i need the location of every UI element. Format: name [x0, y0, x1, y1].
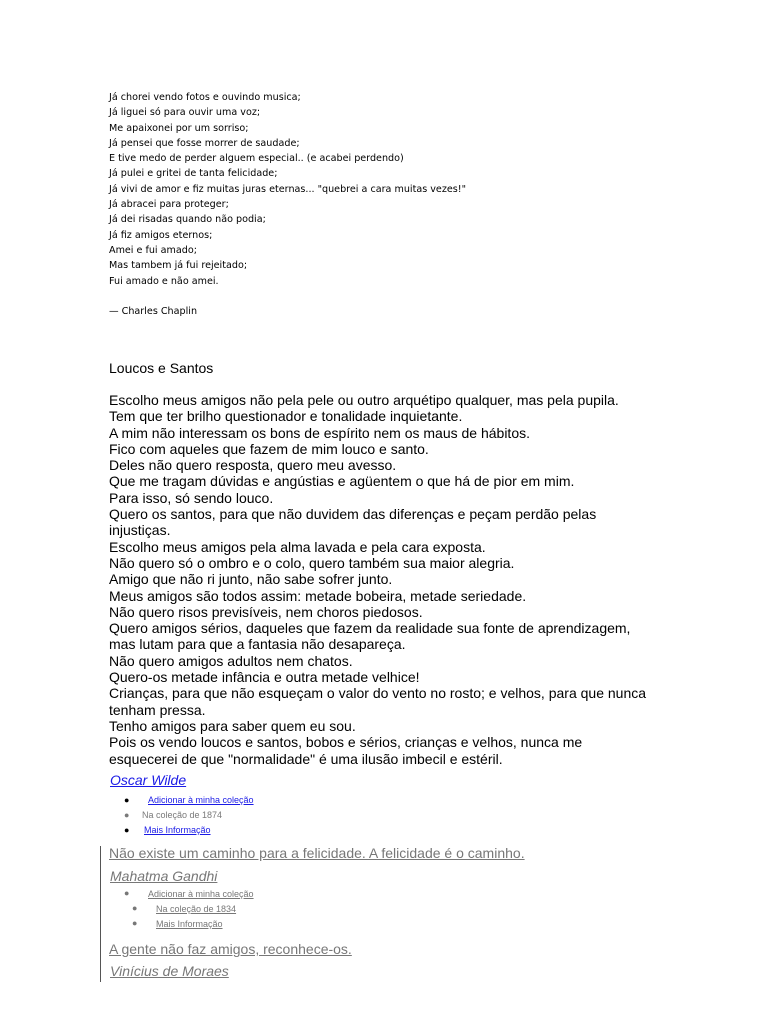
- list-item: [124, 917, 254, 932]
- bullet-icon: ●: [132, 918, 138, 928]
- more-info-link[interactable]: Mais Informação: [156, 919, 223, 929]
- list-item: [124, 808, 254, 823]
- bullet-icon: ●: [124, 825, 130, 835]
- text-line: Fico com aqueles que fazem de mim louco e santo.: [109, 440, 429, 457]
- blockquote-bar: [100, 846, 101, 982]
- poem-line: Já pensei que fosse morrer de saudade;: [109, 137, 300, 149]
- text-line: Crianças, para que não esqueçam o valor do vento no rosto; e velhos, para que nunca tenham pressa.: [109, 685, 647, 718]
- poem-line: Já fiz amigos eternos;: [109, 229, 213, 241]
- poem-line: Já abracei para proteger;: [109, 199, 229, 211]
- author-link-vinicius-de-moraes[interactable]: Vinícius de Moraes: [110, 963, 229, 979]
- text-line: Para isso, só sendo louco.: [109, 489, 274, 506]
- text-line: Pois os vendo loucos e santos, bobos e sérios, crianças e velhos, nunca me esquecerei de que "normalidade" é uma ilusão imbecil e estéril.: [109, 734, 583, 767]
- add-to-collection-link[interactable]: Adicionar à minha coleção: [148, 795, 254, 805]
- text-line: Deles não quero resposta, quero meu avesso.: [109, 457, 397, 474]
- text-line: Meus amigos são todos assim: metade bobeira, metade seriedade.: [109, 587, 527, 604]
- poem-line: Já vivi de amor e fiz muitas juras eternas... "quebrei a cara muitas vezes!": [109, 183, 467, 195]
- list-item: [124, 902, 254, 917]
- poem-line: Já chorei vendo fotos e ouvindo musica;: [109, 92, 301, 103]
- section-title: Loucos e Santos: [109, 360, 214, 376]
- bullet-icon: ●: [124, 810, 130, 820]
- bullet-icon: ●: [132, 903, 138, 913]
- text-line: Quero-os metade infância e outra metade velhice!: [109, 669, 420, 686]
- quote-actions-list: [124, 793, 254, 838]
- bullet-icon: ●: [124, 888, 130, 898]
- quote-text-link[interactable]: A gente não faz amigos, reconhece-os.: [109, 941, 352, 957]
- text-line: Quero os santos, para que não duvidem das diferenças e peçam perdão pelas injustiças.: [109, 506, 597, 539]
- poem-line: Já liguei só para ouvir uma voz;: [109, 107, 261, 119]
- poem-line: Amei e fui amado;: [109, 244, 197, 256]
- list-item: [124, 793, 254, 808]
- text-line: Quero amigos sérios, daqueles que fazem da realidade sua fonte de aprendizagem, mas lutam para que a fantasia não desapareça.: [109, 620, 631, 653]
- bullet-icon: ●: [124, 795, 130, 805]
- poem-block: [109, 90, 466, 319]
- text-line: Não quero risos previsíveis, nem choros piedosos.: [109, 603, 423, 620]
- author-link-mahatma-gandhi[interactable]: Mahatma Gandhi: [110, 868, 218, 884]
- list-item: [124, 823, 254, 838]
- poem-line: Mas tambem já fui rejeitado;: [109, 260, 248, 272]
- collection-count-link[interactable]: Na coleção de 1834: [156, 904, 237, 914]
- collection-count: Na coleção de 1874: [142, 810, 223, 820]
- quote-text-link[interactable]: Não existe um caminho para a felicidade. A felicidade é o caminho.: [109, 845, 525, 861]
- add-to-collection-link[interactable]: Adicionar à minha coleção: [148, 889, 254, 899]
- text-line: Tem que ter brilho questionador e tonalidade inquietante.: [109, 408, 463, 425]
- poem-line: Já pulei e gritei de tanta felicidade;: [109, 168, 278, 180]
- text-line: Tenho amigos para saber quem eu sou.: [109, 717, 356, 734]
- section-body: [109, 392, 649, 767]
- list-item: [124, 887, 254, 902]
- text-line: Não quero só o ombro e o colo, quero também sua maior alegria.: [109, 554, 515, 571]
- poem-author: — Charles Chaplin: [109, 305, 198, 317]
- text-line: Escolho meus amigos não pela pele ou outro arquétipo qualquer, mas pela pupila.: [109, 392, 619, 408]
- author-link-oscar-wilde[interactable]: Oscar Wilde: [110, 772, 187, 788]
- poem-line: Me apaixonei por um sorriso;: [109, 122, 249, 134]
- poem-line: Fui amado e não amei.: [109, 275, 219, 287]
- text-line: Escolho meus amigos pela alma lavada e pela cara exposta.: [109, 538, 486, 555]
- text-line: A mim não interessam os bons de espírito nem os maus de hábitos.: [109, 424, 530, 441]
- text-line: Não quero amigos adultos nem chatos.: [109, 652, 353, 669]
- text-line: Amigo que não ri junto, não sabe sofrer junto.: [109, 571, 393, 588]
- quote-actions-list: [124, 887, 254, 932]
- poem-line: E tive medo de perder alguem especial.. (e acabei perdendo): [109, 153, 404, 165]
- poem-line: Já dei risadas quando não podia;: [109, 214, 266, 226]
- text-line: Que me tragam dúvidas e angústias e agüentem o que há de pior em mim.: [109, 473, 575, 490]
- more-info-link[interactable]: Mais Informação: [144, 825, 211, 835]
